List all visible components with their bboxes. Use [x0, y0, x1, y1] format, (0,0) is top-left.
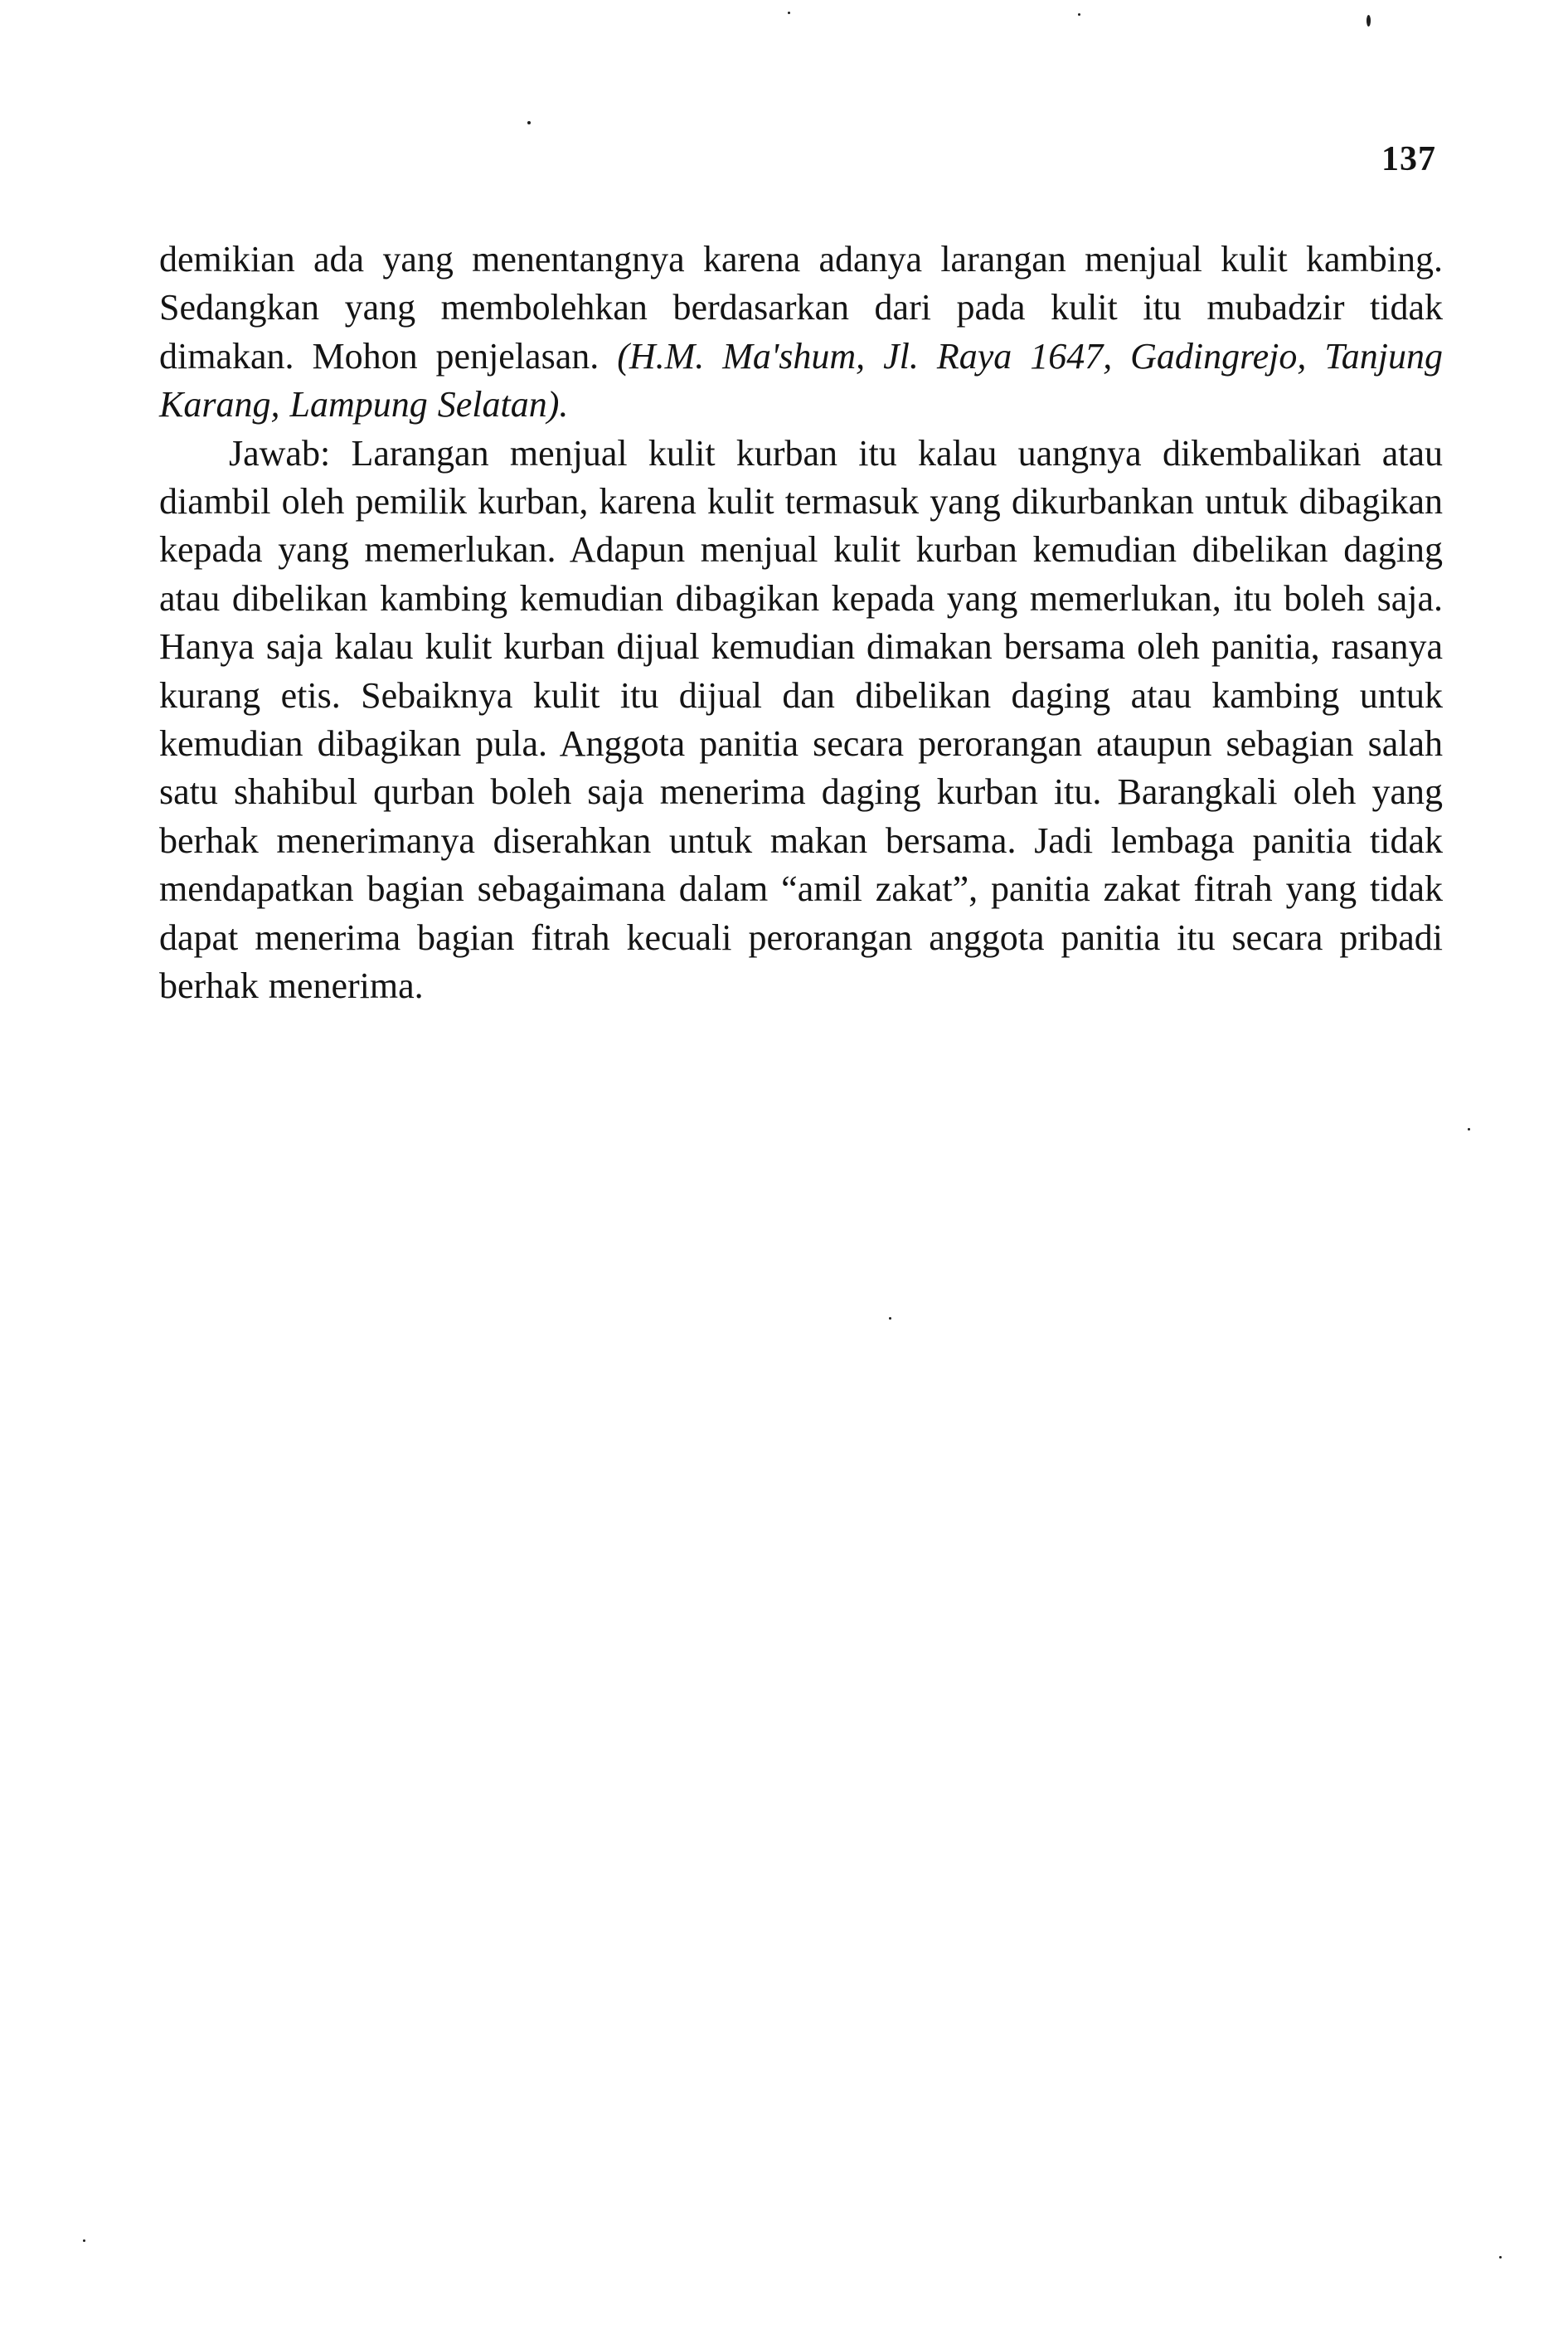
scan-speck: [788, 12, 790, 14]
scan-speck: [1078, 13, 1080, 16]
scan-speck: [83, 2239, 85, 2242]
scan-speck: [1367, 15, 1371, 27]
answer-paragraph: [159, 430, 1443, 1011]
page-number: 137: [1381, 140, 1436, 178]
question-paragraph: [159, 236, 1443, 430]
question-text: demikian ada yang menentangnya karena adanya larangan menjual kulit kambing. Sedangkan yang membolehkan berdasarkan dari pada kulit itu mubadzir tidak dimakan. Mohon penjelasan.: [159, 239, 1443, 377]
scan-speck: [1499, 2256, 1502, 2258]
scan-speck: [527, 121, 531, 124]
page-body: [159, 236, 1443, 1011]
scan-speck: [889, 1317, 891, 1320]
answer-text: Larangan menjual kulit kurban itu kalau uangnya dikembalikan atau diambil oleh pemilik kurban, karena kulit termasuk yang dikurbankan untuk dibagikan kepada yang memerlukan. Adapun menjual kulit kurban kemudian dibelikan daging atau dibelikan kambing kemudian dibagikan kepada yang memerlukan, itu boleh saja. Hanya saja kalau kulit kurban dijual kemudian dimakan bersama oleh panitia, rasanya kurang etis. Sebaiknya kulit itu dijual dan dibelikan daging atau kambing untuk kemudian dibagikan pula. Anggota panitia secara perorangan ataupun sebagian salah satu shahibul qurban boleh saja menerima daging kurban itu. Barangkali oleh yang berhak menerimanya diserahkan untuk makan bersama. Jadi lembaga panitia tidak mendapatkan bagian sebagaimana dalam “amil zakat”, panitia zakat fitrah yang tidak dapat menerima bagian fitrah kecuali perorangan anggota panitia itu secara pribadi berhak menerima.: [159, 432, 1443, 1007]
answer-label: Jawab:: [229, 432, 331, 474]
scan-speck: [1468, 1128, 1470, 1130]
question-source: (H.M. Ma'shum, Jl. Raya 1647, Gadingrejo, Tanjung Karang, Lampung Selatan).: [159, 335, 1443, 425]
